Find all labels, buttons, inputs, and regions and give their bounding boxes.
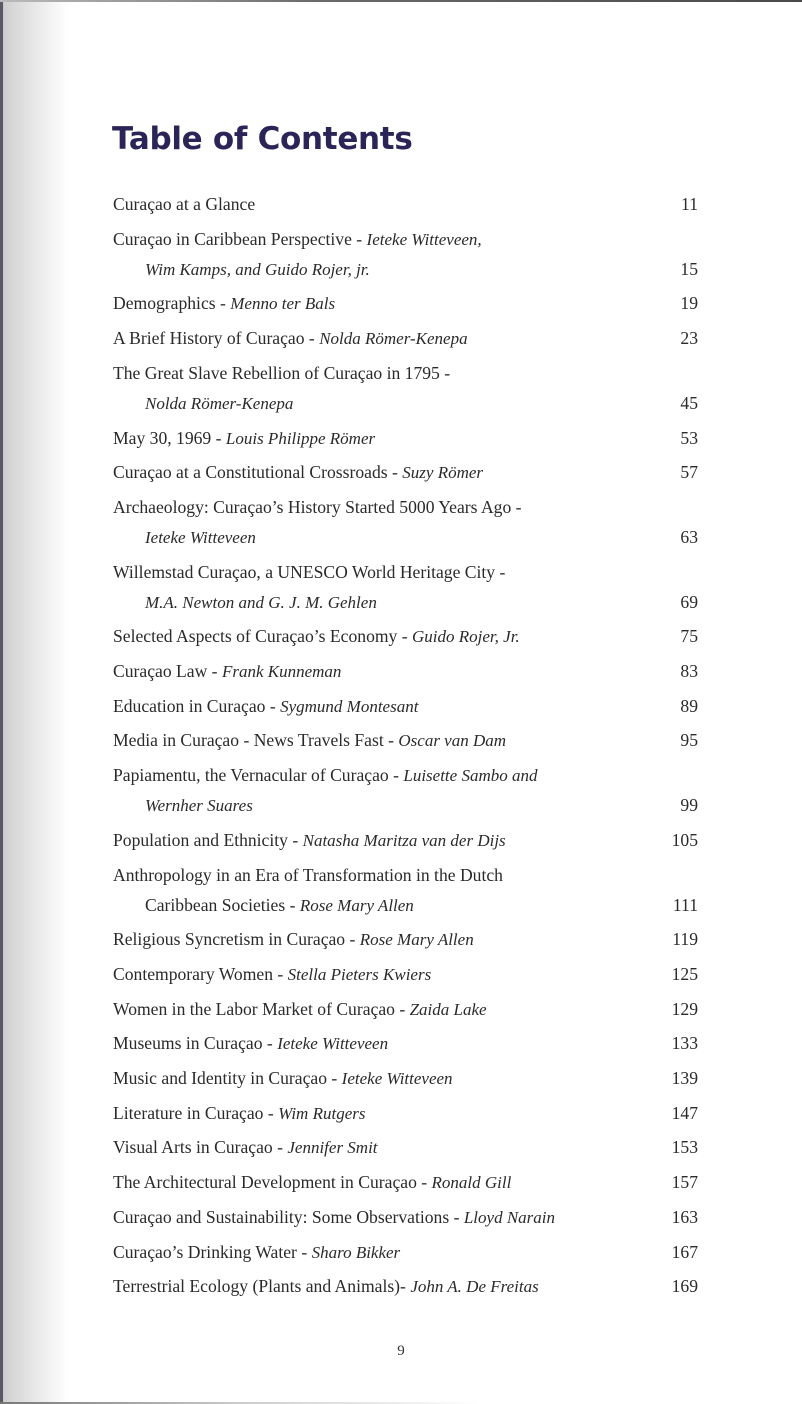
toc-entry[interactable] <box>113 1098 698 1128</box>
entry-line <box>113 358 698 388</box>
entry-page-number: 83 <box>680 661 698 681</box>
entry-page-number: 89 <box>680 695 698 716</box>
entry-line <box>113 224 698 254</box>
entry-author: Sharo Bikker <box>311 1242 401 1262</box>
toc-entry[interactable] <box>113 959 698 989</box>
entry-author: Nolda Römer-Kenepa <box>145 393 294 413</box>
toc-entry[interactable] <box>113 288 698 318</box>
entry-line-continued <box>113 890 698 920</box>
entry-author: Oscar van Dam <box>398 731 507 751</box>
entry-line-continued <box>113 587 698 617</box>
toc-entry[interactable] <box>113 760 698 820</box>
entry-page-number: 125 <box>671 963 698 984</box>
entry-page-number: 157 <box>671 1172 698 1193</box>
entry-title: Demographics - <box>113 293 231 314</box>
toc-entry[interactable] <box>113 656 698 686</box>
entry-line <box>113 189 698 219</box>
entry-page-number: 111 <box>672 894 698 915</box>
entry-line <box>113 825 698 855</box>
toc-entry[interactable] <box>113 358 698 418</box>
entry-title: Music and Identity in Curaçao - <box>113 1068 342 1088</box>
entry-title: Population and Ethnicity - <box>113 829 303 850</box>
entry-page-number: 105 <box>671 829 698 850</box>
entry-author: Jennifer Smit <box>287 1138 378 1158</box>
entry-author: Nolda Römer-Kenepa <box>319 329 468 349</box>
toc-entry[interactable] <box>113 189 698 219</box>
entry-line <box>113 323 698 353</box>
entry-author: Wernher Suares <box>145 796 253 816</box>
entry-line <box>113 994 698 1024</box>
toc-entry[interactable] <box>113 825 698 855</box>
toc-entry[interactable] <box>113 725 698 755</box>
entry-title: Willemstad Curaçao, a UNESCO World Heritage City - <box>113 561 506 582</box>
entry-line <box>113 557 698 587</box>
entry-title: Curaçao Law - <box>113 661 222 681</box>
entry-line-continued <box>113 522 698 552</box>
entry-author: Wim Rutgers <box>278 1103 366 1123</box>
entry-author: Natasha Maritza van der Dijs <box>302 830 506 850</box>
entry-title: Anthropology in an Era of Transformation in the Dutch <box>113 864 503 885</box>
entry-author: Rose Mary Allen <box>299 895 414 915</box>
toc-entry[interactable] <box>113 557 698 617</box>
entry-author: Guido Rojer, Jr. <box>412 627 520 647</box>
toc-entry[interactable] <box>113 457 698 487</box>
toc-entry[interactable] <box>113 1132 698 1162</box>
toc-entry[interactable] <box>113 924 698 954</box>
toc-entry[interactable] <box>113 224 698 284</box>
entry-page-number: 45 <box>680 392 698 413</box>
entry-title: Museums in Curaçao - <box>113 1033 278 1054</box>
entry-author: Ronald Gill <box>431 1173 512 1193</box>
entry-title: Selected Aspects of Curaçao’s Economy - <box>113 626 413 647</box>
entry-page-number: 95 <box>680 730 698 751</box>
entry-author: Zaida Lake <box>409 999 487 1019</box>
toc-entry[interactable] <box>113 691 698 721</box>
entry-page-number: 133 <box>671 1033 698 1054</box>
page-title: Table of Contents <box>112 121 413 157</box>
entry-title: Papiamentu, the Vernacular of Curaçao - <box>113 765 404 786</box>
entry-title: Visual Arts in Curaçao - <box>113 1137 288 1158</box>
entry-title: Terrestrial Ecology (Plants and Animals)- <box>113 1276 411 1297</box>
entry-page-number: 63 <box>680 526 698 547</box>
entry-line <box>113 1167 698 1197</box>
entry-author: M.A. Newton and G. J. M. Gehlen <box>145 592 377 612</box>
entry-line <box>113 1098 698 1128</box>
entry-title: Curaçao at a Glance <box>113 194 256 214</box>
entry-line <box>113 1237 698 1267</box>
entry-line <box>113 288 698 318</box>
entry-author: Ieteke Witteveen <box>277 1034 389 1054</box>
entry-page-number: 23 <box>680 328 698 349</box>
entry-page-number: 167 <box>671 1241 698 1262</box>
entry-title: A Brief History of Curaçao - <box>113 328 320 349</box>
entry-title-continued: Caribbean Societies - <box>145 894 300 915</box>
entry-line <box>113 656 698 686</box>
entry-line <box>113 1202 698 1232</box>
entry-line-continued <box>113 790 698 820</box>
entry-author: Luisette Sambo and <box>403 766 538 786</box>
entry-page-number: 53 <box>680 427 698 448</box>
entry-page-number: 15 <box>680 258 698 279</box>
page-number: 9 <box>397 1343 405 1359</box>
entry-author: Stella Pieters Kwiers <box>287 964 432 984</box>
entry-author: Wim Kamps, and Guido Rojer, jr. <box>145 259 370 279</box>
entry-line <box>113 457 698 487</box>
entry-page-number: 11 <box>681 194 698 214</box>
entry-line <box>113 725 698 755</box>
entry-page-number: 19 <box>680 293 698 314</box>
entry-title: Curaçao in Caribbean Perspective - <box>113 228 367 249</box>
toc-entry[interactable] <box>113 621 698 651</box>
entry-page-number: 119 <box>672 929 698 950</box>
entry-line <box>113 1132 698 1162</box>
toc-entry[interactable] <box>113 1028 698 1058</box>
entry-page-number: 57 <box>680 462 698 483</box>
entry-author: Louis Philippe Römer <box>225 428 376 448</box>
entry-line-continued <box>113 388 698 418</box>
toc-entry[interactable] <box>113 1063 698 1093</box>
entry-title: Curaçao’s Drinking Water - <box>113 1241 312 1262</box>
toc-entry[interactable] <box>113 1167 698 1197</box>
entry-page-number: 163 <box>671 1206 698 1227</box>
toc-entry[interactable] <box>113 323 698 353</box>
entry-title: May 30, 1969 - <box>113 427 226 448</box>
entry-page-number: 69 <box>680 591 698 612</box>
toc-entry[interactable] <box>113 860 698 920</box>
entry-title: Curaçao at a Constitutional Crossroads - <box>113 462 403 483</box>
entry-line <box>113 860 698 890</box>
entry-author: Ieteke Witteveen, <box>366 229 482 249</box>
entry-page-number: 99 <box>680 795 698 816</box>
toc-entry[interactable] <box>113 994 698 1024</box>
entry-author: Ieteke Witteveen <box>145 527 256 547</box>
entry-title: Education in Curaçao - <box>113 695 281 716</box>
entry-page-number: 129 <box>671 998 698 1019</box>
toc-entry[interactable] <box>113 492 698 552</box>
entry-page-number: 153 <box>671 1137 698 1158</box>
entry-line <box>113 760 698 790</box>
entry-title: Women in the Labor Market of Curaçao - <box>113 998 410 1019</box>
entry-title: The Architectural Development in Curaçao - <box>113 1172 432 1193</box>
entry-page-number: 139 <box>671 1068 698 1088</box>
entry-title: Archaeology: Curaçao’s History Started 5000 Years Ago - <box>113 496 522 517</box>
entry-line <box>113 621 698 651</box>
entry-author: Frank Kunneman <box>221 662 342 681</box>
entry-title: Contemporary Women - <box>113 963 288 984</box>
entry-title: Religious Syncretism in Curaçao - <box>113 929 360 950</box>
entry-author: John A. De Freitas <box>410 1277 539 1297</box>
entry-author: Menno ter Bals <box>230 294 336 314</box>
entry-line <box>113 924 698 954</box>
entry-line <box>113 492 698 522</box>
entry-page-number: 169 <box>671 1276 698 1297</box>
entry-title: Curaçao and Sustainability: Some Observations - <box>113 1206 464 1227</box>
entry-page-number: 75 <box>680 626 698 647</box>
entry-line-continued <box>113 254 698 284</box>
entry-title: Media in Curaçao - News Travels Fast - <box>113 730 399 751</box>
entry-author: Rose Mary Allen <box>359 930 474 950</box>
entry-line <box>113 423 698 453</box>
entry-page-number: 147 <box>671 1102 698 1123</box>
entry-author: Sygmund Montesant <box>280 696 419 716</box>
entry-line <box>113 1271 698 1301</box>
entry-line <box>113 691 698 721</box>
entry-author: Suzy Römer <box>402 463 484 483</box>
entry-title: Literature in Curaçao - <box>113 1102 279 1123</box>
entry-title: The Great Slave Rebellion of Curaçao in 1795 - <box>113 362 451 383</box>
entry-author: Ieteke Witteveen <box>341 1069 453 1088</box>
toc-entry[interactable] <box>113 423 698 453</box>
entry-author: Lloyd Narain <box>463 1207 555 1227</box>
entry-line <box>113 1028 698 1058</box>
toc-entry[interactable] <box>113 1237 698 1267</box>
entry-line <box>113 959 698 989</box>
toc-entry[interactable] <box>113 1202 698 1232</box>
entry-line <box>113 1063 698 1093</box>
toc-entry[interactable] <box>113 1271 698 1301</box>
